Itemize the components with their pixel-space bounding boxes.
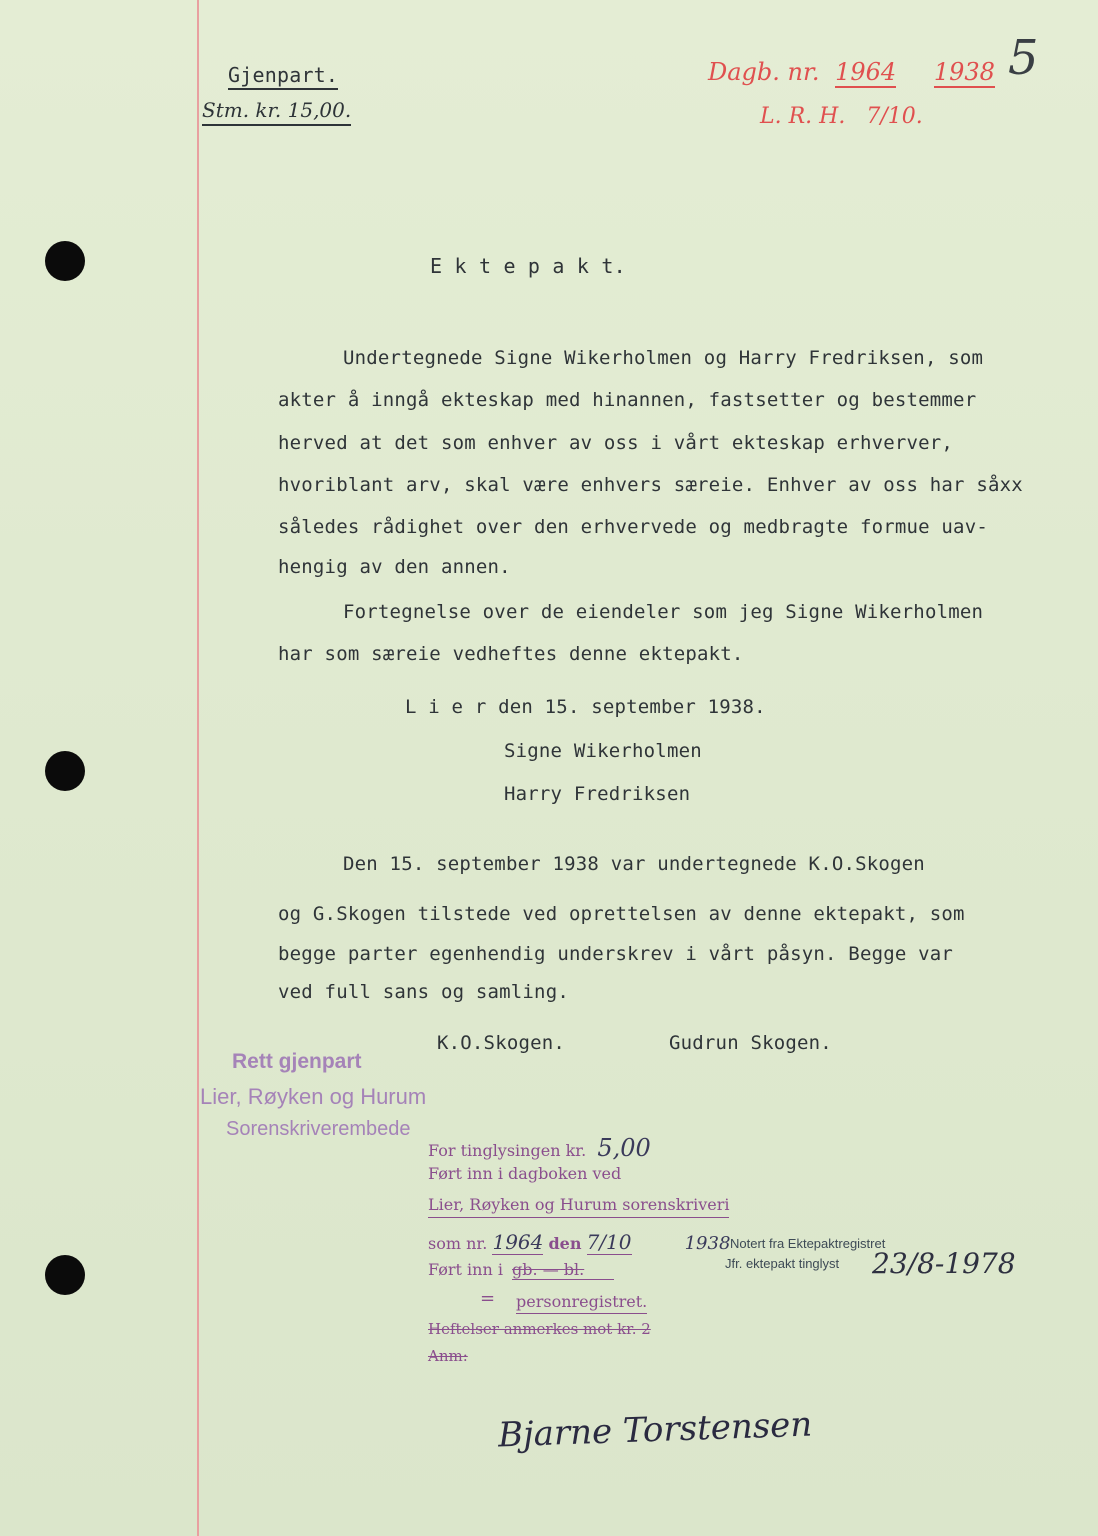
heftelser-struck: Heftelser anmerkes mot kr. 2 [428,1320,651,1338]
punch-hole [45,1255,85,1295]
witness-gudrun-skogen: Gudrun Skogen. [669,1032,832,1054]
margin-line [197,0,199,1536]
stamp-sorenskriverembede: Sorenskriverembede [226,1118,411,1140]
body-line: har som særeie vedheftes denne ektepakt. [278,643,744,665]
body-line: hvoriblant arv, skal være enhvers særeie. Enhver av oss har såxx [278,474,1023,496]
lrh-label: L. R. H. [760,104,846,129]
personregistret: personregistret. [516,1292,647,1314]
anm-struck: Anm: [428,1347,468,1365]
witness-line: Den 15. september 1938 var undertegnede K.O.Skogen [343,853,925,875]
body-line: hengig av den annen. [278,556,511,578]
fee-label: For tinglysingen kr. [428,1141,587,1160]
registration-nr-line [428,1230,730,1254]
equals-mark: = [480,1288,496,1309]
som-nr-label: som nr. [428,1234,488,1253]
body-line: således rådighet over den erhvervede og medbragte formue uav- [278,516,988,538]
registration-court-line: Lier, Røyken og Hurum sorenskriveri [428,1195,729,1218]
body-line: akter å inngå ekteskap med hinannen, fastsetter og bestemmer [278,389,977,411]
notert-line1: Notert fra Ektepaktregistret [730,1236,886,1251]
notert-line2: Jfr. ektepakt tinglyst [725,1256,840,1271]
stamp-fee: Stm. kr. 15,00. [202,98,351,126]
registrar-signature: Bjarne Torstensen [497,1404,813,1456]
den-label: den [548,1234,582,1253]
body-line: Undertegnede Signe Wikerholmen og Harry Fredriksen, som [343,347,984,369]
registration-date: 7/10 [586,1230,632,1254]
signature-harry: Harry Fredriksen [504,783,691,805]
dagbok-nr: 1964 [835,58,897,86]
notert-date: 23/8-1978 [872,1247,1016,1280]
gb-bl-struck: gb. — bl. [512,1260,614,1280]
lrh-mark [760,104,923,129]
fee-value: 5,00 [597,1134,651,1162]
stamp-rett-gjenpart: Rett gjenpart [232,1050,362,1073]
witness-line: ved full sans og samling. [278,981,569,1003]
registration-fort-line [428,1260,614,1279]
signature-signe: Signe Wikerholmen [504,740,702,762]
lrh-date: 7/10. [866,104,923,129]
punch-hole [45,751,85,791]
registration-dagbok-line: Ført inn i dagboken ved [428,1164,622,1183]
stamp-court-name: Lier, Røyken og Hurum [200,1084,427,1109]
place-date: L i e r den 15. september 1938. [405,696,766,718]
gjenpart-label: Gjenpart. [228,63,338,90]
dagbok-prefix: Dagb. nr. [708,58,820,86]
dagbok-year: 1938 [933,58,995,86]
document-title: E k t e p a k t. [430,254,626,278]
page-number: 5 [1008,30,1039,86]
registration-fee-line [428,1134,651,1162]
witness-ko-skogen: K.O.Skogen. [437,1032,566,1054]
fort-inn-label: Ført inn i [428,1260,503,1279]
registration-year: 1938 [684,1233,731,1254]
witness-line: og G.Skogen tilstede ved oprettelsen av denne ektepakt, som [278,903,965,925]
punch-hole [45,241,85,281]
registration-nr: 1964 [492,1230,544,1254]
witness-line: begge parter egenhendig underskrev i vårt påsyn. Begge var [278,943,954,965]
dagbok-number [708,58,995,86]
body-line: herved at det som enhver av oss i vårt ekteskap erhverver, [278,432,954,454]
body-line: Fortegnelse over de eiendeler som jeg Signe Wikerholmen [343,601,984,623]
